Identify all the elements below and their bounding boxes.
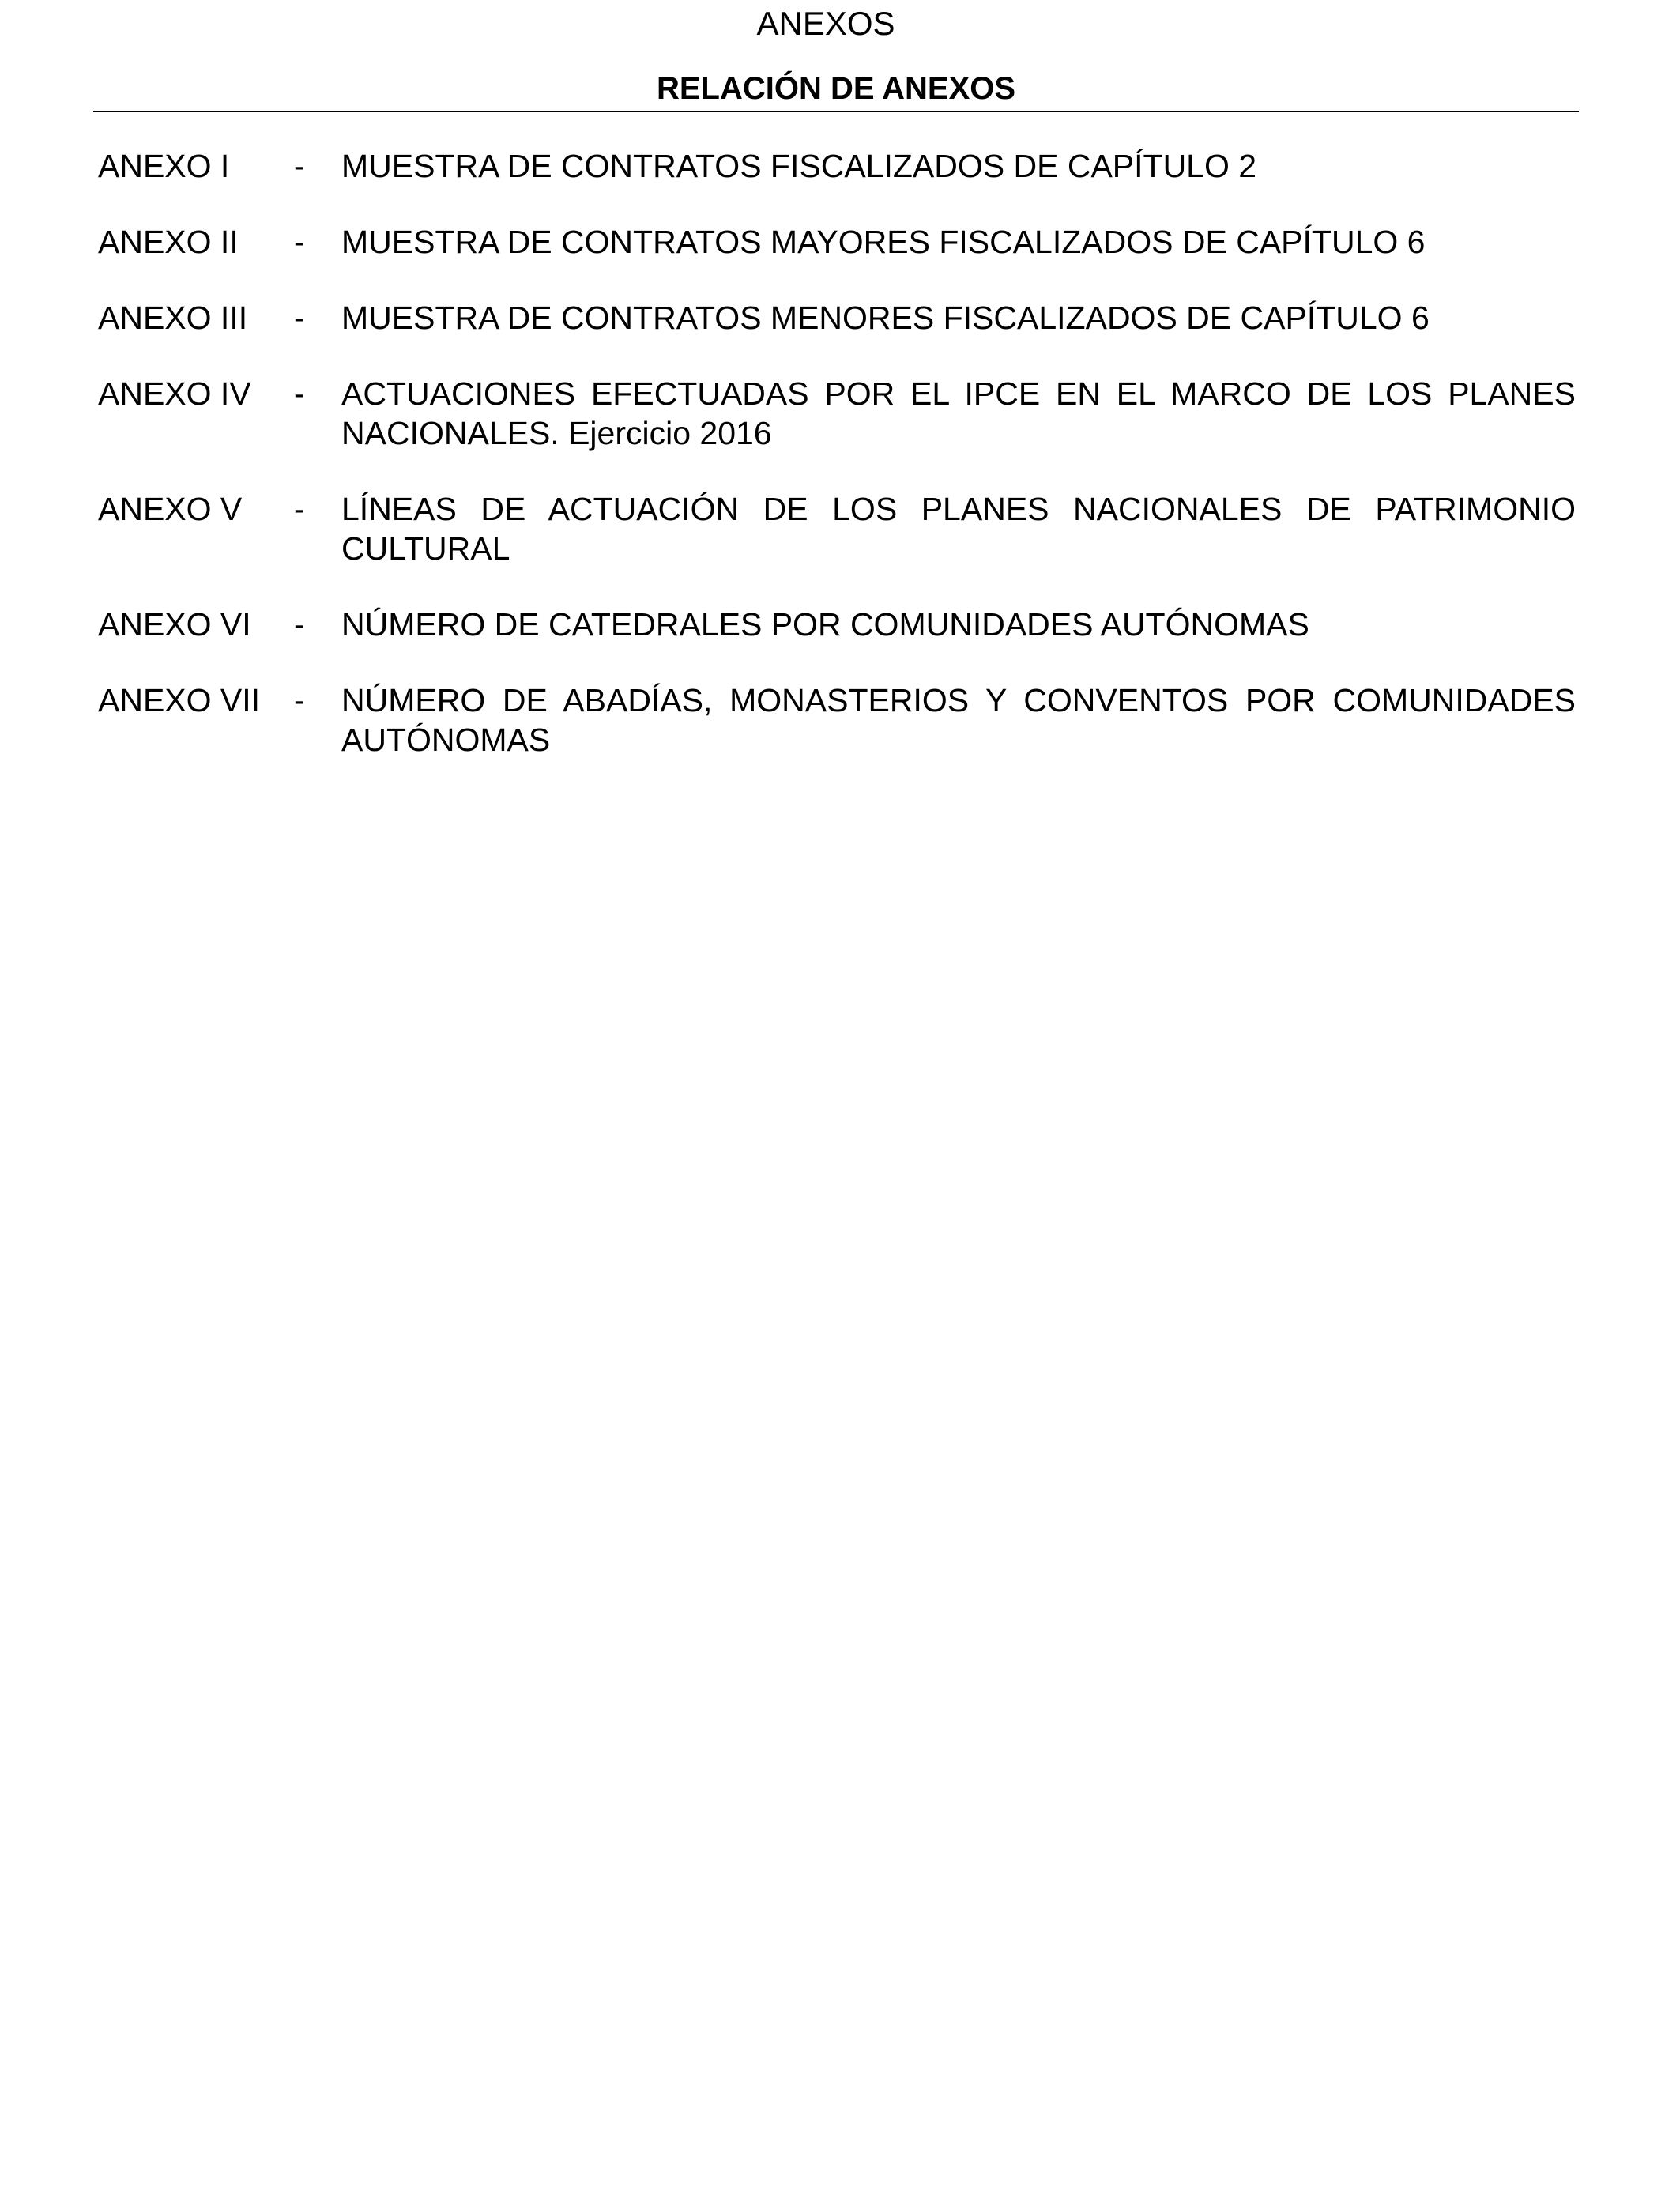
annex-description: MUESTRA DE CONTRATOS MAYORES FISCALIZADOS DE CAPÍTULO 6 [341, 224, 1426, 260]
annex-dash: - [294, 682, 305, 718]
title-underline-divider [93, 111, 1579, 112]
annex-dash: - [294, 491, 305, 527]
annex-list [98, 146, 1576, 796]
annex-description: NÚMERO DE CATEDRALES POR COMUNIDADES AUTÓNOMAS [341, 606, 1309, 643]
annex-code: ANEXO VI [98, 606, 251, 643]
annex-dash: - [294, 224, 305, 260]
annex-item-iv [98, 374, 1576, 453]
annex-dash: - [294, 375, 305, 412]
annex-item-iii [98, 298, 1576, 337]
annex-description: NÚMERO DE ABADÍAS, MONASTERIOS Y CONVENTOS POR COMUNIDADES AUTÓNOMAS [341, 682, 1576, 758]
annex-code: ANEXO VII [98, 682, 261, 718]
annex-dash: - [294, 148, 305, 184]
annex-description: MUESTRA DE CONTRATOS FISCALIZADOS DE CAPÍTULO 2 [341, 148, 1257, 184]
annex-code: ANEXO III [98, 300, 248, 336]
annex-dash: - [294, 606, 305, 643]
annex-item-v [98, 489, 1576, 568]
annex-item-ii [98, 222, 1576, 262]
annex-description: ACTUACIONES EFECTUADAS POR EL IPCE EN EL MARCO DE LOS PLANES NACIONALES. Ejercicio 2016 [341, 375, 1576, 451]
annex-code: ANEXO II [98, 224, 239, 260]
annex-code: ANEXO V [98, 491, 243, 527]
annex-item-vi [98, 605, 1576, 644]
annex-code: ANEXO I [98, 148, 230, 184]
annex-description: MUESTRA DE CONTRATOS MENORES FISCALIZADOS DE CAPÍTULO 6 [341, 300, 1430, 336]
page-header-title: ANEXOS [756, 5, 895, 42]
annex-item-i [98, 146, 1576, 186]
section-title: RELACIÓN DE ANEXOS [656, 71, 1016, 106]
annex-code: ANEXO IV [98, 375, 251, 412]
annex-description: LÍNEAS DE ACTUACIÓN DE LOS PLANES NACIONALES DE PATRIMONIO CULTURAL [341, 491, 1576, 567]
annex-item-vii [98, 680, 1576, 760]
annex-dash: - [294, 300, 305, 336]
